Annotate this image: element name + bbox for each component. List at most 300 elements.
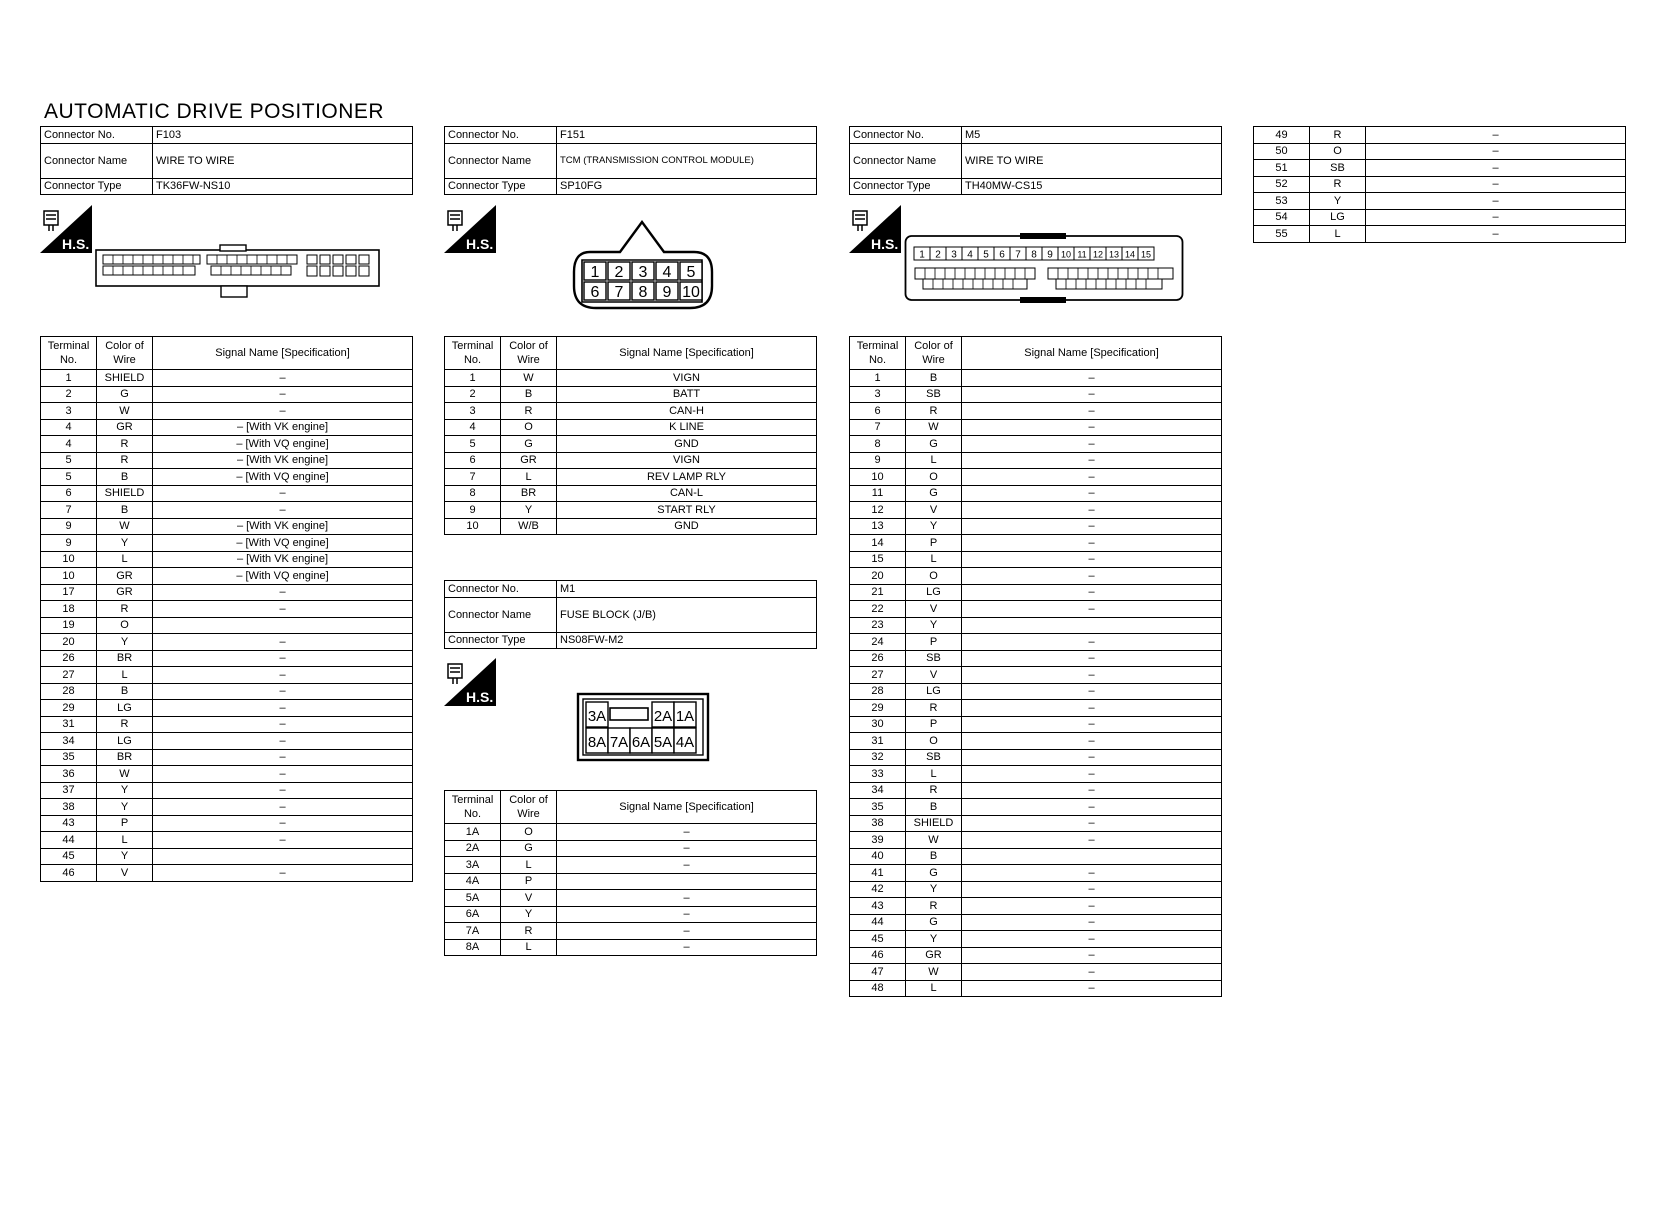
color-header: Color of Wire xyxy=(906,337,962,370)
wire-color-cell: G xyxy=(906,485,962,502)
table-row xyxy=(445,873,817,890)
table-row xyxy=(445,386,817,403)
connector-type-value: TH40MW-CS15 xyxy=(962,178,1222,195)
table-row xyxy=(41,667,413,684)
terminal-cell: 6 xyxy=(445,452,501,469)
wire-color-cell: R xyxy=(1310,176,1366,193)
wire-color-cell: R xyxy=(97,436,153,453)
table-row xyxy=(41,848,413,865)
terminal-cell: 41 xyxy=(850,865,906,882)
signal-name-cell: – [With VQ engine] xyxy=(153,469,413,486)
signal-name-cell: – xyxy=(153,700,413,717)
wire-color-cell: Y xyxy=(501,502,557,519)
signal-name-cell: – xyxy=(962,865,1222,882)
table-row xyxy=(850,980,1222,997)
terminal-cell: 4A xyxy=(445,873,501,890)
pin-number: 6 xyxy=(590,284,600,301)
signal-name-cell: – xyxy=(557,939,817,956)
signal-name-cell: – xyxy=(962,898,1222,915)
connector-name-label: Connector Name xyxy=(445,143,557,178)
connector-f103-header xyxy=(40,126,413,195)
table-row xyxy=(41,535,413,552)
pin-number: 4 xyxy=(662,264,672,281)
pin-number: 3 xyxy=(638,264,648,281)
table-row xyxy=(445,840,817,857)
table-row xyxy=(1254,160,1626,177)
wire-color-cell: W/B xyxy=(501,518,557,535)
table-row xyxy=(41,766,413,783)
table-row xyxy=(850,485,1222,502)
terminal-cell: 13 xyxy=(850,518,906,535)
wire-color-cell: R xyxy=(906,403,962,420)
color-header: Color of Wire xyxy=(501,791,557,824)
wire-color-cell: R xyxy=(906,782,962,799)
terminal-cell: 42 xyxy=(850,881,906,898)
terminal-cell: 9 xyxy=(445,502,501,519)
pin-number: 7 xyxy=(614,284,624,301)
wire-color-cell: L xyxy=(1310,226,1366,243)
signal-name-cell: – xyxy=(153,799,413,816)
table-row xyxy=(850,766,1222,783)
pin-number: 3A xyxy=(587,708,607,725)
terminal-cell: 45 xyxy=(41,848,97,865)
connector-type-label: Connector Type xyxy=(850,178,962,195)
terminal-cell: 15 xyxy=(850,551,906,568)
signal-name-cell: – xyxy=(962,584,1222,601)
terminal-cell: 4 xyxy=(41,436,97,453)
terminal-cell: 29 xyxy=(850,700,906,717)
terminal-cell: 53 xyxy=(1254,193,1310,210)
connector-f103-face-diagram xyxy=(95,244,380,305)
signal-name-cell xyxy=(962,848,1222,865)
wire-color-cell: G xyxy=(906,865,962,882)
terminal-cell: 9 xyxy=(41,518,97,535)
terminal-cell: 40 xyxy=(850,848,906,865)
signal-name-cell: – xyxy=(962,370,1222,387)
terminal-cell: 34 xyxy=(850,782,906,799)
signal-name-cell: – xyxy=(1366,209,1626,226)
table-row xyxy=(1254,193,1626,210)
signal-name-cell: GND xyxy=(557,436,817,453)
table-row xyxy=(41,865,413,882)
table-row xyxy=(41,386,413,403)
table-row xyxy=(1254,226,1626,243)
terminal-header: Terminal No. xyxy=(445,337,501,370)
signal-name-cell: – xyxy=(153,832,413,849)
table-row xyxy=(41,617,413,634)
connector-f151-header xyxy=(444,126,817,195)
wire-color-cell: G xyxy=(501,840,557,857)
table-row xyxy=(41,700,413,717)
signal-name-cell: – xyxy=(1366,127,1626,144)
wire-color-cell: R xyxy=(97,601,153,618)
terminal-cell: 43 xyxy=(41,815,97,832)
terminal-cell: 39 xyxy=(850,832,906,849)
terminal-cell: 3A xyxy=(445,857,501,874)
pin-number: 14 xyxy=(1124,249,1136,260)
wire-color-cell: G xyxy=(906,436,962,453)
pin-number: 6 xyxy=(999,249,1005,261)
terminal-cell: 1 xyxy=(445,370,501,387)
table-row xyxy=(850,931,1222,948)
terminal-cell: 52 xyxy=(1254,176,1310,193)
table-row xyxy=(41,551,413,568)
signal-name-cell: – xyxy=(153,733,413,750)
pin-number: 6A xyxy=(631,734,651,751)
wire-color-cell: V xyxy=(906,601,962,618)
terminal-cell: 7 xyxy=(41,502,97,519)
terminal-cell: 38 xyxy=(850,815,906,832)
wire-color-cell: Y xyxy=(1310,193,1366,210)
terminal-cell: 21 xyxy=(850,584,906,601)
signal-name-cell: – xyxy=(962,403,1222,420)
terminal-cell: 30 xyxy=(850,716,906,733)
pin-number: 4A xyxy=(675,734,695,751)
table-row xyxy=(850,370,1222,387)
wire-color-cell: G xyxy=(906,914,962,931)
connector-name-value: FUSE BLOCK (J/B) xyxy=(557,597,817,632)
table-row xyxy=(41,782,413,799)
pin-number: 2 xyxy=(935,249,941,261)
hs-label: H.S. xyxy=(871,236,899,252)
wire-color-cell: L xyxy=(906,980,962,997)
signal-name-cell: CAN-H xyxy=(557,403,817,420)
signal-name-cell: – xyxy=(557,840,817,857)
terminal-cell: 9 xyxy=(41,535,97,552)
signal-name-cell: – xyxy=(153,766,413,783)
wire-color-cell: R xyxy=(97,452,153,469)
table-row xyxy=(850,419,1222,436)
wire-color-cell: B xyxy=(97,469,153,486)
signal-name-cell: – xyxy=(962,914,1222,931)
signal-name-cell: – xyxy=(962,419,1222,436)
pin-number: 10 xyxy=(1060,249,1072,260)
signal-name-cell: – xyxy=(153,650,413,667)
signal-name-cell: – xyxy=(153,403,413,420)
pin-number: 11 xyxy=(1077,249,1087,260)
terminal-cell: 8 xyxy=(445,485,501,502)
table-row xyxy=(850,601,1222,618)
wire-color-cell: O xyxy=(906,733,962,750)
signal-name-cell: REV LAMP RLY xyxy=(557,469,817,486)
connector-no-value: F103 xyxy=(153,127,413,144)
terminal-cell: 1 xyxy=(850,370,906,387)
wire-color-cell: L xyxy=(501,939,557,956)
wire-color-cell: Y xyxy=(97,782,153,799)
table-row xyxy=(41,634,413,651)
signal-name-cell: VIGN xyxy=(557,370,817,387)
wire-color-cell: LG xyxy=(906,584,962,601)
terminal-cell: 50 xyxy=(1254,143,1310,160)
wire-color-cell: Y xyxy=(906,931,962,948)
connector-type-label: Connector Type xyxy=(445,632,557,649)
wire-color-cell: GR xyxy=(97,568,153,585)
terminal-cell: 7 xyxy=(445,469,501,486)
table-row xyxy=(850,914,1222,931)
connector-m5-pin-table-continued xyxy=(1253,126,1626,243)
wire-color-cell: L xyxy=(97,551,153,568)
connector-no-value: M5 xyxy=(962,127,1222,144)
signal-name-cell: – xyxy=(1366,193,1626,210)
table-row xyxy=(850,898,1222,915)
table-row xyxy=(850,568,1222,585)
table-row xyxy=(1254,143,1626,160)
signal-name-cell: – xyxy=(153,502,413,519)
wire-color-cell: B xyxy=(906,370,962,387)
terminal-cell: 48 xyxy=(850,980,906,997)
table-row xyxy=(41,469,413,486)
terminal-cell: 28 xyxy=(41,683,97,700)
terminal-cell: 4 xyxy=(445,419,501,436)
signal-name-cell: – [With VQ engine] xyxy=(153,568,413,585)
wire-color-cell: GR xyxy=(906,947,962,964)
terminal-header: Terminal No. xyxy=(41,337,97,370)
pin-number: 4 xyxy=(967,249,973,261)
wire-color-cell: V xyxy=(97,865,153,882)
table-row xyxy=(41,502,413,519)
pin-number: 9 xyxy=(1047,249,1053,261)
terminal-cell: 55 xyxy=(1254,226,1310,243)
table-row xyxy=(41,485,413,502)
signal-name-cell xyxy=(153,848,413,865)
pin-number: 3 xyxy=(951,249,957,261)
terminal-cell: 22 xyxy=(850,601,906,618)
signal-name-cell: – xyxy=(153,386,413,403)
connector-m5-header xyxy=(849,126,1222,195)
table-row xyxy=(850,502,1222,519)
connector-m5-face-diagram xyxy=(904,232,1184,311)
table-row xyxy=(41,419,413,436)
terminal-cell: 5 xyxy=(445,436,501,453)
signal-name-cell: – xyxy=(153,749,413,766)
signal-header: Signal Name [Specification] xyxy=(153,337,413,370)
wire-color-cell: R xyxy=(501,923,557,940)
pin-number: 10 xyxy=(682,284,700,301)
terminal-cell: 20 xyxy=(41,634,97,651)
connector-name-label: Connector Name xyxy=(41,143,153,178)
signal-name-cell: – xyxy=(962,947,1222,964)
connector-no-label: Connector No. xyxy=(850,127,962,144)
signal-name-cell: K LINE xyxy=(557,419,817,436)
terminal-cell: 35 xyxy=(850,799,906,816)
terminal-cell: 43 xyxy=(850,898,906,915)
terminal-cell: 12 xyxy=(850,502,906,519)
table-row xyxy=(850,799,1222,816)
table-row xyxy=(850,865,1222,882)
wire-color-cell: SB xyxy=(1310,160,1366,177)
hs-label: H.S. xyxy=(466,689,494,705)
signal-name-cell: – [With VK engine] xyxy=(153,551,413,568)
signal-name-cell: – xyxy=(962,799,1222,816)
signal-name-cell: – xyxy=(153,782,413,799)
terminal-cell: 3 xyxy=(445,403,501,420)
wire-color-cell: LG xyxy=(97,700,153,717)
table-row xyxy=(445,906,817,923)
terminal-cell: 32 xyxy=(850,749,906,766)
signal-name-cell: – xyxy=(962,832,1222,849)
hs-label: H.S. xyxy=(62,236,90,252)
signal-name-cell: – xyxy=(962,782,1222,799)
signal-name-cell: – [With VK engine] xyxy=(153,518,413,535)
pin-number: 15 xyxy=(1140,249,1152,260)
terminal-cell: 26 xyxy=(850,650,906,667)
wire-color-cell: Y xyxy=(906,881,962,898)
terminal-header: Terminal No. xyxy=(445,791,501,824)
terminal-cell: 2 xyxy=(41,386,97,403)
terminal-cell: 3 xyxy=(41,403,97,420)
wire-color-cell: V xyxy=(906,502,962,519)
signal-name-cell: – [With VK engine] xyxy=(153,419,413,436)
wire-color-cell: L xyxy=(906,766,962,783)
table-row xyxy=(1254,176,1626,193)
signal-name-cell: – xyxy=(962,931,1222,948)
terminal-cell: 44 xyxy=(41,832,97,849)
signal-name-cell: – xyxy=(557,857,817,874)
wire-color-cell: SHIELD xyxy=(97,485,153,502)
table-row xyxy=(41,403,413,420)
connector-no-label: Connector No. xyxy=(445,127,557,144)
table-row xyxy=(41,650,413,667)
connector-type-value: NS08FW-M2 xyxy=(557,632,817,649)
terminal-cell: 46 xyxy=(850,947,906,964)
table-row xyxy=(850,617,1222,634)
table-row xyxy=(445,824,817,841)
terminal-cell: 19 xyxy=(41,617,97,634)
signal-name-cell: – xyxy=(1366,160,1626,177)
table-row xyxy=(850,518,1222,535)
terminal-cell: 5 xyxy=(41,469,97,486)
signal-name-cell: – xyxy=(962,667,1222,684)
terminal-cell: 23 xyxy=(850,617,906,634)
color-header: Color of Wire xyxy=(501,337,557,370)
terminal-cell: 1 xyxy=(41,370,97,387)
table-row xyxy=(850,832,1222,849)
table-row xyxy=(41,568,413,585)
terminal-cell: 49 xyxy=(1254,127,1310,144)
pin-number: 5 xyxy=(686,264,696,281)
terminal-cell: 46 xyxy=(41,865,97,882)
connector-name-label: Connector Name xyxy=(445,597,557,632)
terminal-cell: 24 xyxy=(850,634,906,651)
wire-color-cell: GR xyxy=(97,419,153,436)
wire-color-cell: P xyxy=(906,634,962,651)
table-row xyxy=(41,518,413,535)
wire-color-cell: B xyxy=(906,848,962,865)
signal-name-cell: – xyxy=(557,824,817,841)
terminal-cell: 2 xyxy=(445,386,501,403)
signal-name-cell: – xyxy=(962,568,1222,585)
table-row xyxy=(41,733,413,750)
pin-number: 8 xyxy=(638,284,648,301)
table-row xyxy=(445,939,817,956)
wire-color-cell: Y xyxy=(97,799,153,816)
table-row xyxy=(850,667,1222,684)
signal-header: Signal Name [Specification] xyxy=(557,337,817,370)
table-row xyxy=(41,815,413,832)
terminal-cell: 27 xyxy=(41,667,97,684)
wire-color-cell: W xyxy=(906,832,962,849)
connector-type-label: Connector Type xyxy=(41,178,153,195)
signal-name-cell: – xyxy=(1366,176,1626,193)
wire-color-cell: B xyxy=(97,683,153,700)
terminal-cell: 17 xyxy=(41,584,97,601)
wire-color-cell: Y xyxy=(906,518,962,535)
terminal-cell: 6 xyxy=(41,485,97,502)
connector-m1-pin-table xyxy=(444,790,817,956)
table-row xyxy=(850,947,1222,964)
connector-no-value: F151 xyxy=(557,127,817,144)
table-row xyxy=(445,469,817,486)
terminal-cell: 34 xyxy=(41,733,97,750)
wire-color-cell: L xyxy=(97,832,153,849)
signal-name-cell: – xyxy=(557,906,817,923)
signal-name-cell: – xyxy=(962,881,1222,898)
signal-name-cell: – xyxy=(962,766,1222,783)
wire-color-cell: V xyxy=(906,667,962,684)
latch xyxy=(610,708,648,720)
wire-color-cell: LG xyxy=(97,733,153,750)
signal-name-cell: BATT xyxy=(557,386,817,403)
connector-type-value: SP10FG xyxy=(557,178,817,195)
signal-header: Signal Name [Specification] xyxy=(962,337,1222,370)
table-row xyxy=(850,749,1222,766)
table-row xyxy=(850,964,1222,981)
connector-no-label: Connector No. xyxy=(41,127,153,144)
terminal-cell: 26 xyxy=(41,650,97,667)
wire-color-cell: P xyxy=(97,815,153,832)
wire-color-cell: O xyxy=(97,617,153,634)
table-row xyxy=(445,436,817,453)
wire-color-cell: L xyxy=(906,551,962,568)
connector-name-value: TCM (TRANSMISSION CONTROL MODULE) xyxy=(557,143,817,178)
wire-color-cell: O xyxy=(1310,143,1366,160)
wire-color-cell: W xyxy=(906,964,962,981)
table-row xyxy=(445,890,817,907)
signal-header: Signal Name [Specification] xyxy=(557,791,817,824)
wire-color-cell: V xyxy=(501,890,557,907)
signal-name-cell xyxy=(962,617,1222,634)
table-row xyxy=(41,370,413,387)
terminal-cell: 29 xyxy=(41,700,97,717)
table-row xyxy=(850,584,1222,601)
table-row xyxy=(850,436,1222,453)
terminal-cell: 31 xyxy=(41,716,97,733)
signal-name-cell: – xyxy=(153,601,413,618)
wire-color-cell: O xyxy=(906,568,962,585)
terminal-cell: 3 xyxy=(850,386,906,403)
wire-color-cell: R xyxy=(906,700,962,717)
table-row xyxy=(445,370,817,387)
connector-f103-pin-table xyxy=(40,336,413,882)
connector-no-value: M1 xyxy=(557,581,817,598)
pin-number: 12 xyxy=(1092,249,1104,260)
wire-color-cell: G xyxy=(97,386,153,403)
table-row xyxy=(41,436,413,453)
wire-color-cell: SB xyxy=(906,386,962,403)
wire-color-cell: LG xyxy=(1310,209,1366,226)
wire-color-cell: O xyxy=(906,469,962,486)
signal-name-cell: – xyxy=(153,716,413,733)
wire-color-cell: R xyxy=(906,898,962,915)
table-row xyxy=(41,452,413,469)
terminal-cell: 6A xyxy=(445,906,501,923)
wire-color-cell: GR xyxy=(97,584,153,601)
terminal-cell: 28 xyxy=(850,683,906,700)
signal-name-cell: – [With VQ engine] xyxy=(153,535,413,552)
table-row xyxy=(41,832,413,849)
signal-name-cell: – xyxy=(557,923,817,940)
wire-color-cell: L xyxy=(97,667,153,684)
